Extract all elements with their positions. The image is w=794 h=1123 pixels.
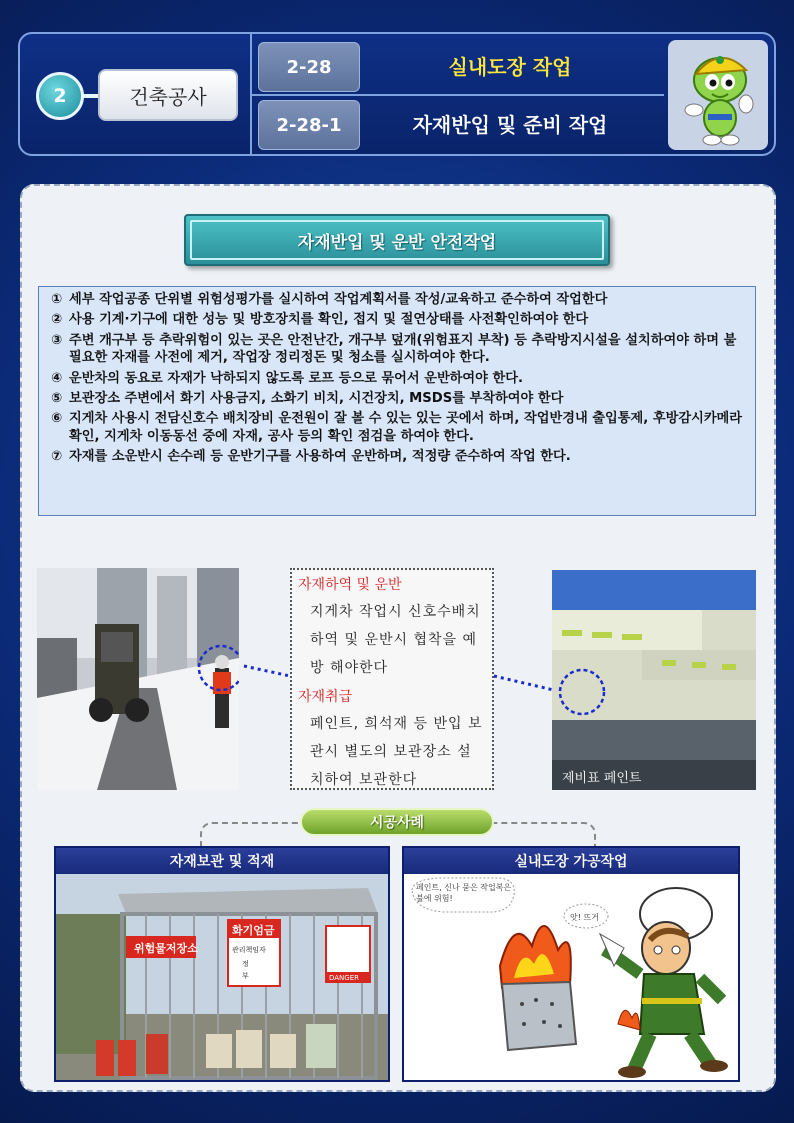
- rule-number: ③: [51, 332, 63, 348]
- rule-text: 사용 기계·기구에 대한 성능 및 방호장치를 확인, 접지 및 절연상태를 사전확인하여야 한다: [69, 312, 589, 328]
- sign-manager-primary: 정: [242, 960, 249, 968]
- rule-number: ②: [51, 312, 63, 328]
- rule-number: ①: [51, 292, 63, 307]
- sign-no-fire: 화기엄금: [232, 924, 275, 937]
- storage-card: [54, 846, 390, 1082]
- rule-number: ⑦: [51, 449, 63, 465]
- note-box: [290, 568, 494, 790]
- rule-number: ④: [51, 370, 63, 386]
- paint-brand-sign: 제비표 페인트: [562, 771, 642, 786]
- sign-danger: DANGER: [329, 974, 360, 982]
- rule-text: 지게차 사용시 전담신호수 배치장비 운전원이 잘 볼 수 있는 있는 곳에서 하며, 작업반경내 출입통제, 후방감시카메라 확인, 지게차 이동동선 중에 자재, 공사 등의 확인 점검을 하여야 한다.: [69, 411, 743, 444]
- storage-cage-image: [56, 874, 388, 1080]
- note-heading-handling: 자재취급: [298, 689, 353, 705]
- sign-manager: 관리책임자: [232, 946, 266, 954]
- rule-text: 보관장소 주변에서 화기 사용금지, 소화기 비치, 시건장치, MSDS를 부착하여야 한다: [69, 391, 564, 407]
- speech-ouch: 앗! 뜨거: [570, 913, 599, 922]
- section-number-badge: [36, 72, 84, 120]
- rule-number: ⑤: [51, 391, 63, 407]
- paint-stack-photo: [552, 570, 756, 790]
- speech-warning: 페인트, 신나 묻은 작업복은 불에 위험!: [416, 883, 512, 903]
- painting-card-caption: 실내도장 가공작업: [404, 848, 738, 874]
- category-label: 건축공사: [129, 84, 207, 109]
- rule-number: ⑥: [51, 411, 63, 427]
- rule-text: 세부 작업공종 단위별 위험성평가를 실시하여 작업계획서를 작성/교육하고 준수하여 작업한다: [69, 292, 608, 307]
- note-heading-unloading: 자재하역 및 운반: [298, 577, 402, 593]
- storage-card-caption: 자재보관 및 적재: [56, 848, 388, 874]
- rule-text: 주변 개구부 등 추락위험이 있는 곳은 안전난간, 개구부 덮개(위험표지 부착) 등 추락방지시설을 설치하여야 하며 불필요한 자재를 사전에 제거, 작업장 정리정돈 및 청소를 실시하여야 한다.: [69, 332, 737, 366]
- banner-title: 자재반입 및 운반 안전작업: [190, 220, 604, 260]
- rule-text: 운반차의 동요로 자재가 낙하되지 않도록 로프 등으로 묶어서 운반하여야 한다.: [69, 370, 523, 386]
- case-label: 시공사례: [300, 808, 494, 836]
- note-body-unloading: 지게차 작업시 신호수배치 하역 및 운반시 협착을 예방 해야한다: [310, 604, 481, 676]
- title-sub: 자재반입 및 준비 작업: [412, 112, 608, 137]
- title-main: 실내도장 작업: [448, 54, 572, 79]
- code-main-text: 2-28: [286, 56, 332, 78]
- sign-hazmat: 위험물저장소: [134, 942, 198, 955]
- sign-manager-secondary: 부: [242, 972, 249, 980]
- fire-hazard-cartoon: [404, 874, 738, 1080]
- rule-text: 자재를 소운반시 손수레 등 운반기구를 사용하여 운반하며, 적정량 준수하여 작업 한다.: [69, 449, 571, 465]
- section-number: 2: [53, 85, 67, 107]
- code-sub-text: 2-28-1: [276, 114, 342, 136]
- painting-card: [402, 846, 740, 1082]
- note-body-handling: 페인트, 희석재 등 반입 보관시 별도의 보관장소 설치하여 보관한다: [310, 716, 483, 788]
